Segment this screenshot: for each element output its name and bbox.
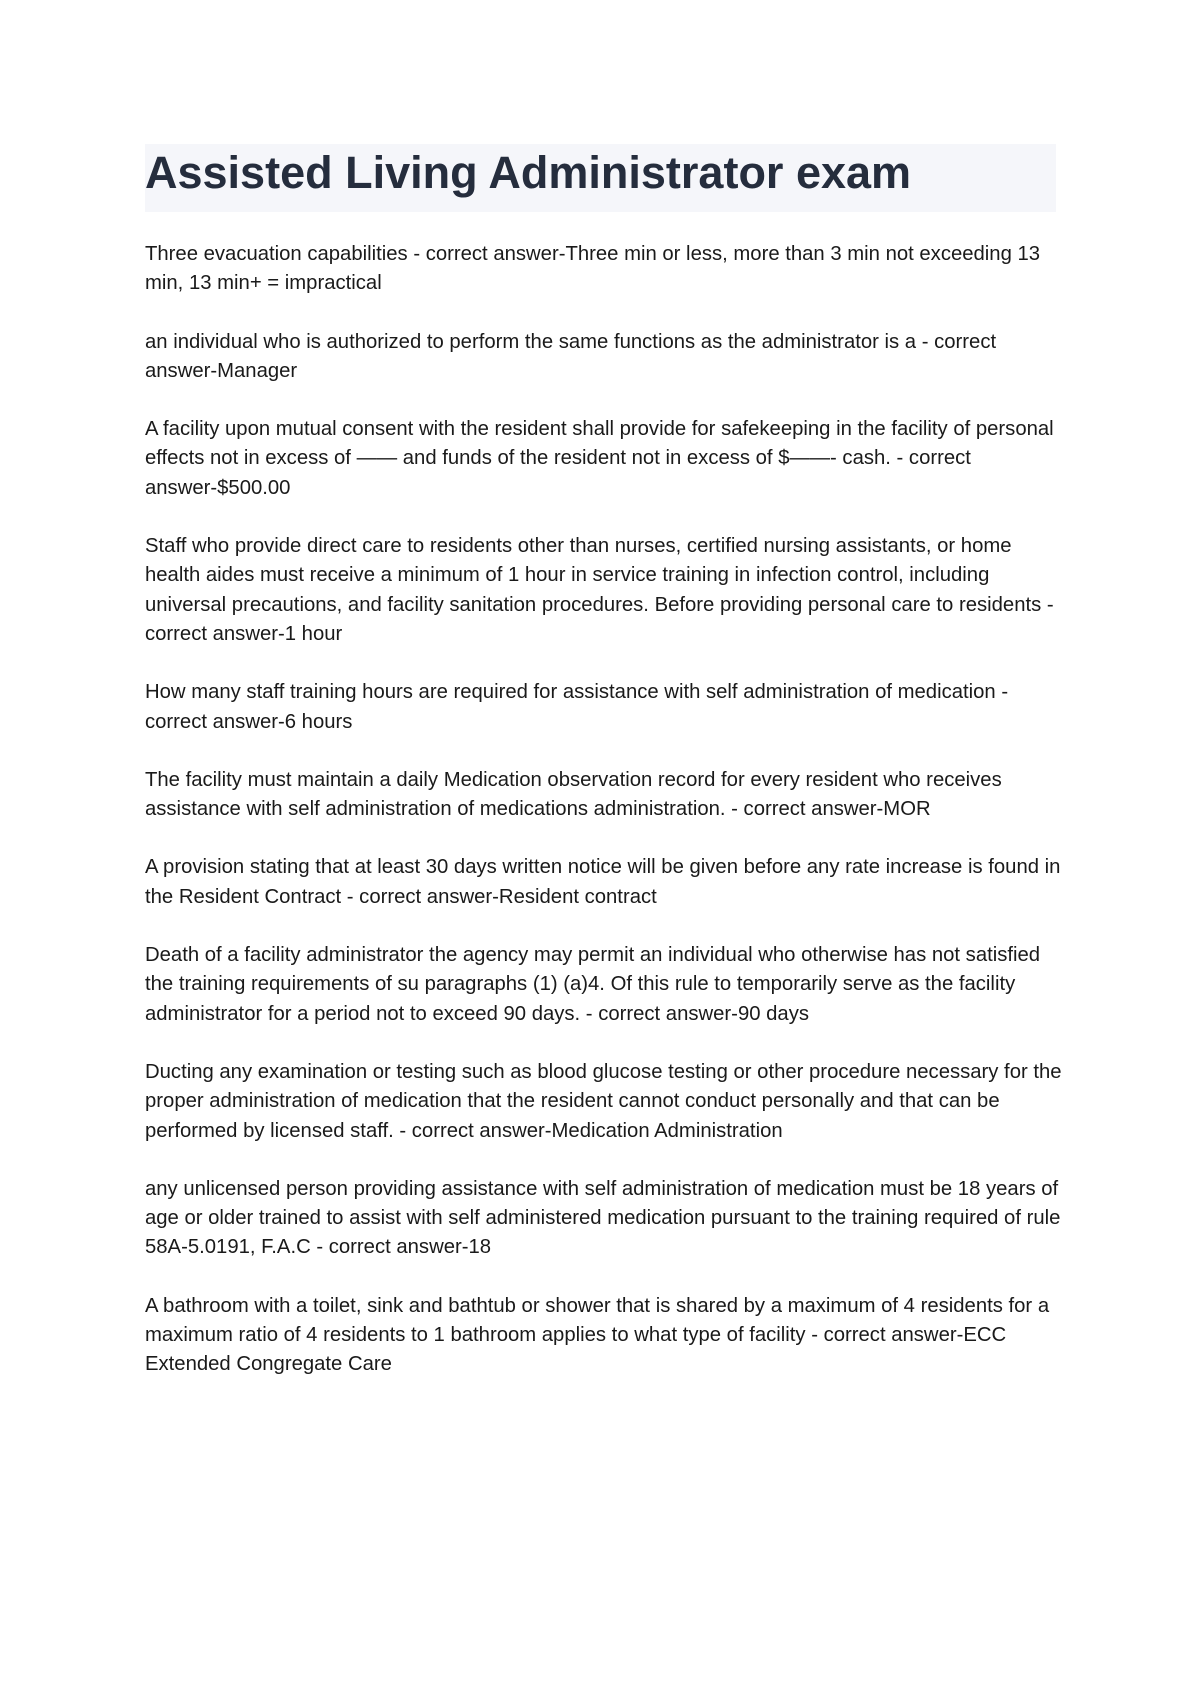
qa-paragraph: A provision stating that at least 30 days written notice will be given before any rate increase is found in the Resident Contract - correct answer-Resident contract — [145, 856, 1061, 908]
page-title: Assisted Living Administrator exam — [145, 147, 912, 198]
question-answer-list — [145, 240, 1065, 1409]
qa-paragraph: Staff who provide direct care to residents other than nurses, certified nursing assistants, or home health aides must receive a minimum of 1 hour in service training in infection control, including universal precautions, and facility sanitation procedures. Before providing personal care to residents - correct answer-1 hour — [145, 535, 1054, 645]
qa-paragraph: A facility upon mutual consent with the resident shall provide for safekeeping in the facility of personal effects not in excess of —— and funds of the resident not in excess of $——- cash. - correct answer-$500.00 — [145, 418, 1054, 499]
qa-paragraph: any unlicensed person providing assistance with self administration of medication must be 18 years of age or older trained to assist with self administered medication pursuant to the training required of rule 58A-5.0191, F.A.C - correct answer-18 — [145, 1177, 1061, 1259]
qa-paragraph: A bathroom with a toilet, sink and bathtub or shower that is shared by a maximum of 4 residents for a maximum ratio of 4 residents to 1 bathroom applies to what type of facility - correct answer-ECC Extended Congregate Care — [145, 1294, 1050, 1376]
qa-paragraph: The facility must maintain a daily Medication observation record for every resident who receives assistance with self administration of medications administration. - correct answer-MOR — [145, 768, 1002, 821]
qa-paragraph: an individual who is authorized to perform the same functions as the administrator is a - correct answer-Manager — [145, 330, 997, 382]
qa-paragraph: Three evacuation capabilities - correct answer-Three min or less, more than 3 min not exceeding 13 min, 13 min+ = impractical — [145, 243, 1041, 295]
title-banner — [145, 144, 1056, 212]
qa-paragraph: How many staff training hours are required for assistance with self administration of medication - correct answer-6 hours — [145, 681, 1009, 733]
qa-paragraph: Ducting any examination or testing such as blood glucose testing or other procedure necessary for the proper administration of medication that the resident cannot conduct personally and that can be performed by licensed staff. - correct answer-Medication Administration — [145, 1060, 1062, 1142]
qa-paragraph: Death of a facility administrator the agency may permit an individual who otherwise has not satisfied the training requirements of su paragraphs (1) (a)4. Of this rule to temporarily serve as the facility administrator for a period not to exceed 90 days. - correct answer-90 days — [145, 944, 1041, 1025]
